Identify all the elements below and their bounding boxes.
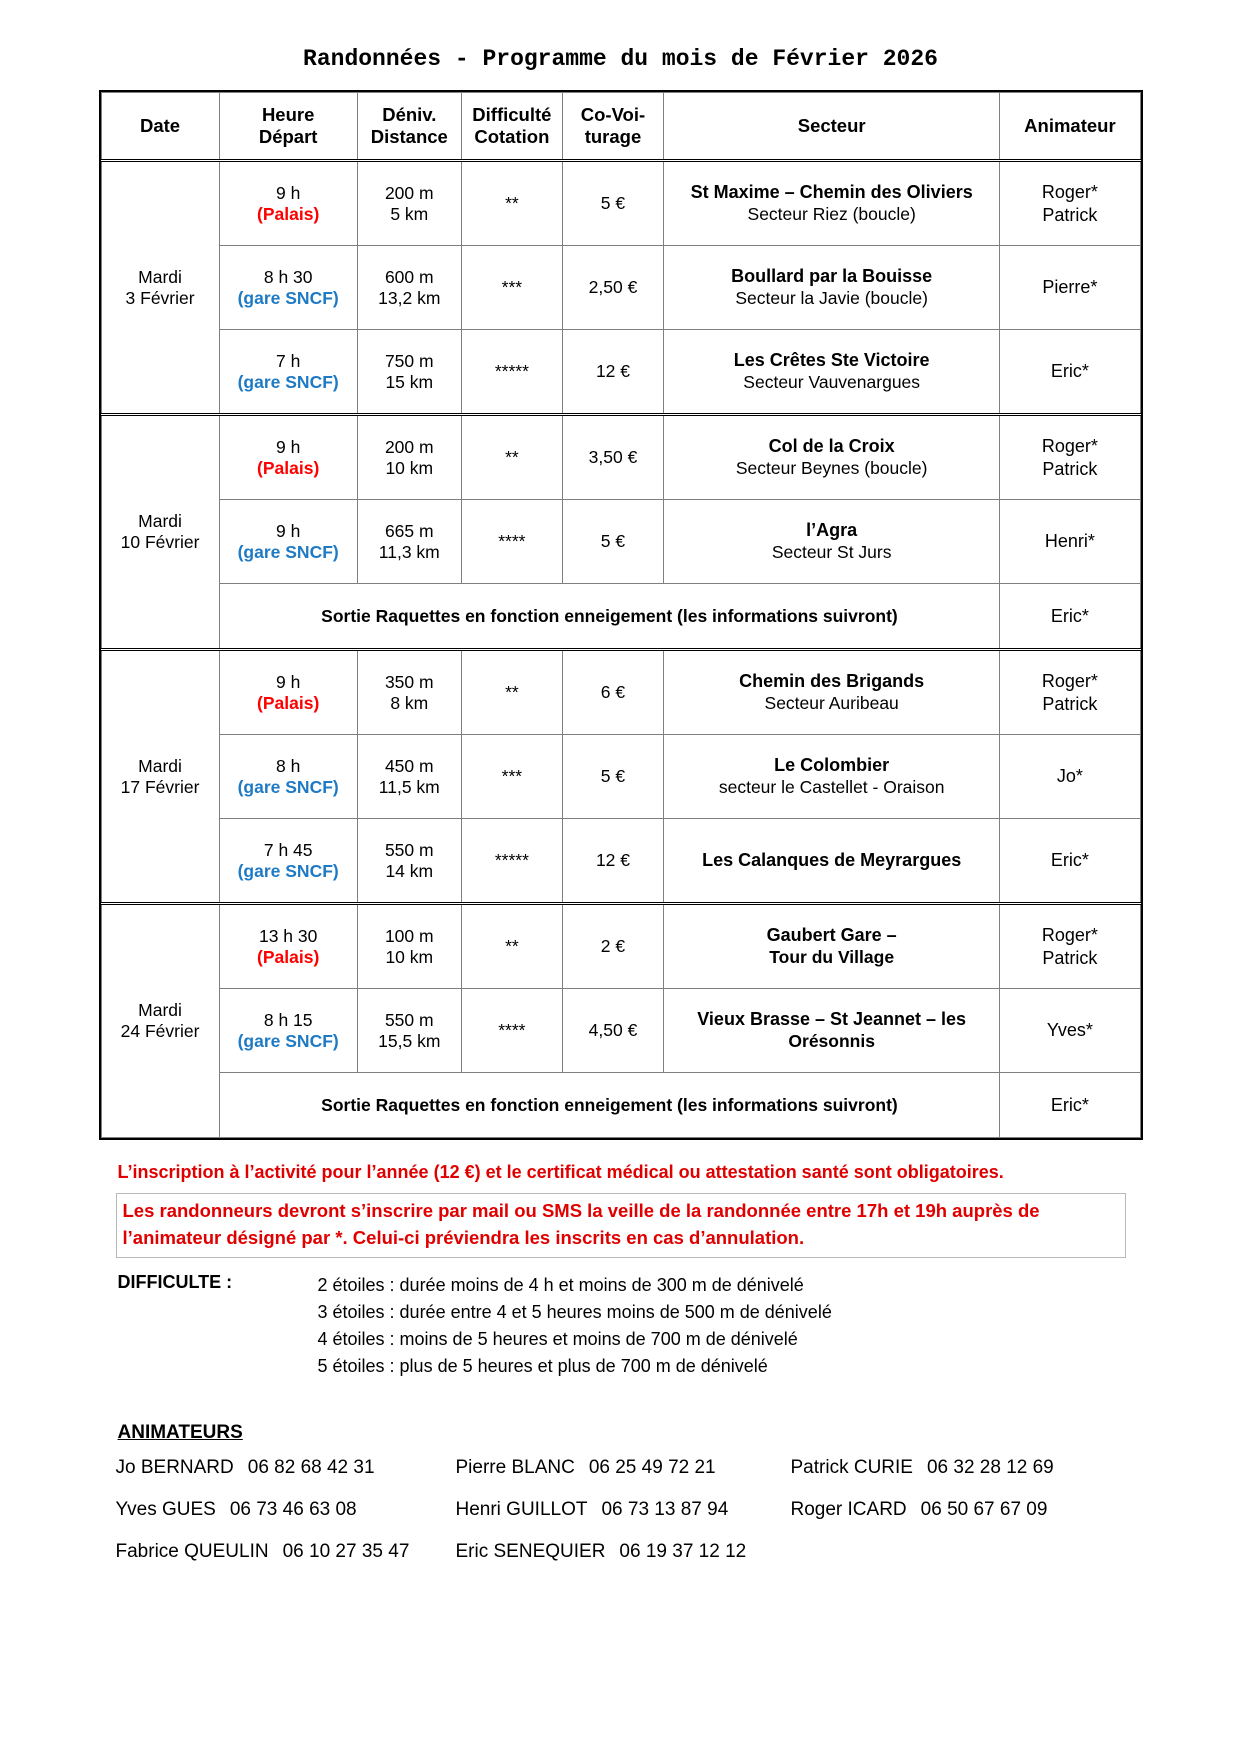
denivele-value: 665 m [384, 520, 434, 541]
cell-difficulte-cotation: ** [461, 650, 562, 735]
cell-difficulte-cotation: *** [461, 246, 562, 330]
departure-place-palais: (Palais) [257, 946, 320, 967]
cell-covoiturage: 12 € [562, 330, 663, 415]
cell-heure-depart [219, 500, 357, 584]
animateur-name: Eric* [1050, 605, 1089, 626]
animateur-phone: 06 73 13 87 94 [601, 1498, 729, 1520]
date-line1: Mardi [138, 1000, 182, 1020]
cell-covoiturage: 5 € [562, 161, 663, 246]
cell-animateur [1000, 819, 1140, 904]
secteur-title: Boullard par la Bouisse [731, 266, 933, 287]
animateur-phone: 06 25 49 72 21 [588, 1456, 716, 1478]
note-box-registration [116, 1193, 1126, 1258]
animateur-name: Roger* [1041, 436, 1098, 456]
distance-value: 15 km [385, 371, 434, 392]
animateurs-contact-list [116, 1458, 1126, 1561]
cell-animateur [1000, 989, 1140, 1073]
cell-difficulte-cotation: **** [461, 500, 562, 584]
animateur-full-name: Pierre BLANC [455, 1456, 575, 1478]
animateur-contact [791, 1458, 1126, 1477]
animateur-full-name: Fabrice QUEULIN [115, 1540, 269, 1562]
raquettes-notice: Sortie Raquettes en fonction enneigement (les informations suivront) [219, 1073, 1000, 1138]
cell-difficulte-cotation: **** [461, 989, 562, 1073]
distance-value: 11,5 km [378, 776, 440, 797]
difficulte-item: 2 étoiles : durée moins de 4 h et moins de 300 m de dénivelé [317, 1274, 804, 1295]
date-line1: Mardi [138, 266, 182, 287]
secteur-title: Chemin des Brigands [739, 671, 925, 692]
table-body [101, 161, 1140, 1138]
col-header-heure-line1: Heure [261, 103, 315, 125]
secteur-title: Le Colombier [774, 755, 890, 776]
secteur-title: l’Agra [806, 520, 858, 541]
animateur-phone: 06 73 46 63 08 [229, 1498, 357, 1520]
difficulte-legend [116, 1272, 1126, 1380]
col-header-deniv-line1: Déniv. [382, 103, 437, 125]
col-header-animateur: Animateur [1000, 93, 1140, 161]
cell-secteur [664, 819, 1000, 904]
animateur-name: Patrick [1042, 204, 1098, 225]
col-header-difficulte-cotation [461, 93, 562, 161]
cell-secteur [664, 650, 1000, 735]
distance-value: 8 km [390, 692, 429, 713]
cell-deniv-distance [357, 819, 461, 904]
denivele-value: 450 m [384, 755, 434, 776]
denivele-value: 100 m [384, 925, 434, 946]
col-header-diff-line2: Cotation [474, 126, 550, 147]
program-table [101, 92, 1141, 1138]
secteur-subtitle: Secteur Beynes (boucle) [735, 457, 928, 478]
cell-deniv-distance [357, 904, 461, 989]
cell-heure-depart [219, 989, 357, 1073]
secteur-subtitle: Secteur Auribeau [764, 692, 899, 713]
secteur-title: Vieux Brasse – St Jeannet – les [697, 1009, 967, 1030]
secteur-title: Gaubert Gare – [766, 925, 897, 946]
col-header-date: Date [101, 93, 219, 161]
cell-difficulte-cotation: ** [461, 904, 562, 989]
cell-deniv-distance [357, 246, 461, 330]
col-header-deniv-distance [357, 93, 461, 161]
difficulte-item: 3 étoiles : durée entre 4 et 5 heures moins de 500 m de dénivelé [317, 1301, 832, 1322]
difficulte-items [318, 1272, 1126, 1380]
animateur-name: Patrick [1042, 693, 1098, 714]
cell-deniv-distance [357, 161, 461, 246]
table-row [101, 989, 1140, 1073]
secteur-subtitle: Secteur Riez (boucle) [747, 203, 916, 224]
departure-place-palais: (Palais) [257, 203, 320, 224]
table-row [101, 500, 1140, 584]
animateur-contact [116, 1458, 456, 1477]
cell-animateur [1000, 735, 1140, 819]
distance-value: 14 km [385, 860, 434, 881]
cell-deniv-distance [357, 650, 461, 735]
departure-place-sncf: (gare SNCF) [237, 287, 339, 308]
distance-value: 11,3 km [378, 541, 440, 562]
notes-section [116, 1162, 1126, 1561]
table-row [101, 735, 1140, 819]
cell-heure-depart [219, 161, 357, 246]
note-inscription: L’inscription à l’activité pour l’année (12 €) et le certificat médical ou attestation santé sont obligatoires. [117, 1162, 1004, 1182]
date-line2: 24 Février [120, 1021, 200, 1041]
departure-time: 8 h 15 [263, 1009, 313, 1030]
departure-place-sncf: (gare SNCF) [237, 541, 339, 562]
animateur-name: Patrick [1042, 458, 1098, 479]
departure-time: 9 h [276, 436, 301, 457]
animateur-name: Pierre* [1042, 277, 1098, 298]
table-row [101, 330, 1140, 415]
header-row [101, 93, 1140, 161]
secteur-subtitle: Tour du Village [769, 946, 895, 967]
animateur-full-name: Jo BERNARD [115, 1456, 234, 1478]
cell-covoiturage: 5 € [562, 500, 663, 584]
animateur-name: Roger* [1041, 182, 1098, 202]
col-header-covoit-line1: Co-Voi- [580, 103, 646, 125]
animateur-full-name: Eric SENEQUIER [455, 1540, 606, 1562]
secteur-subtitle: secteur le Castellet - Oraison [718, 776, 945, 797]
cell-difficulte-cotation: ***** [461, 330, 562, 415]
secteur-subtitle: Secteur la Javie (boucle) [735, 287, 928, 308]
table-row [101, 161, 1140, 246]
cell-secteur [664, 161, 1000, 246]
animateur-contact-row [116, 1500, 1126, 1519]
departure-time: 13 h 30 [258, 925, 318, 946]
difficulte-item: 5 étoiles : plus de 5 heures et plus de 700 m de dénivelé [317, 1355, 768, 1376]
animateur-full-name: Henri GUILLOT [455, 1498, 588, 1520]
cell-animateur [1000, 650, 1140, 735]
animateur-full-name: Roger ICARD [790, 1498, 907, 1520]
col-header-heure-line2: Départ [258, 126, 318, 147]
secteur-title: Col de la Croix [768, 436, 895, 457]
animateur-contact [456, 1458, 791, 1477]
animateurs-heading: ANIMATEURS [117, 1421, 243, 1443]
departure-place-palais: (Palais) [257, 457, 320, 478]
col-header-covoiturage [562, 93, 663, 161]
cell-covoiturage: 4,50 € [562, 989, 663, 1073]
animateur-name: Eric* [1050, 850, 1089, 871]
cell-deniv-distance [357, 735, 461, 819]
cell-difficulte-cotation: *** [461, 735, 562, 819]
distance-value: 15,5 km [378, 1030, 441, 1051]
departure-time: 9 h [276, 520, 301, 541]
date-line2: 3 Février [125, 287, 195, 308]
cell-secteur [664, 735, 1000, 819]
departure-place-sncf: (gare SNCF) [237, 860, 339, 881]
animateur-contact [791, 1500, 1126, 1519]
program-table-wrapper [99, 90, 1143, 1140]
cell-difficulte-cotation: ** [461, 415, 562, 500]
cell-heure-depart [219, 650, 357, 735]
col-header-heure-depart [219, 93, 357, 161]
denivele-value: 350 m [384, 671, 434, 692]
animateur-full-name: Patrick CURIE [790, 1456, 913, 1478]
animateur-name: Yves* [1046, 1020, 1093, 1041]
difficulte-label: DIFFICULTE : [117, 1271, 233, 1292]
secteur-title: Les Calanques de Meyrargues [702, 850, 962, 871]
departure-place-palais: (Palais) [257, 692, 320, 713]
denivele-value: 550 m [384, 1009, 434, 1030]
secteur-subtitle: Orésonnis [788, 1030, 875, 1051]
page-title: Randonnées - Programme du mois de Février 2026 [303, 46, 938, 72]
distance-value: 5 km [390, 203, 429, 224]
cell-deniv-distance [357, 415, 461, 500]
distance-value: 10 km [385, 457, 434, 478]
departure-time: 8 h [276, 755, 301, 776]
cell-secteur [664, 904, 1000, 989]
denivele-value: 750 m [384, 350, 434, 371]
cell-heure-depart [219, 246, 357, 330]
cell-covoiturage: 6 € [562, 650, 663, 735]
cell-animateur [1000, 904, 1140, 989]
note-box-line1: Les randonneurs devront s’inscrire par mail ou SMS la veille de la randonnée entre 17h et 19h auprès de [122, 1200, 1040, 1221]
cell-date [101, 650, 219, 904]
departure-time: 7 h 45 [263, 839, 313, 860]
departure-time: 9 h [276, 671, 301, 692]
col-header-deniv-line2: Distance [370, 126, 448, 147]
animateur-name: Roger* [1041, 671, 1098, 691]
col-header-covoit-line2: turage [584, 126, 642, 147]
denivele-value: 200 m [384, 436, 434, 457]
table-row-raquettes [101, 1073, 1140, 1138]
date-line2: 17 Février [120, 776, 200, 797]
cell-difficulte-cotation: ** [461, 161, 562, 246]
cell-deniv-distance [357, 500, 461, 584]
cell-date [101, 415, 219, 650]
distance-value: 10 km [385, 946, 434, 967]
date-line1: Mardi [138, 511, 182, 531]
note-box-line2: l’animateur désigné par *. Celui-ci préviendra les inscrits en cas d’annulation. [122, 1226, 805, 1248]
table-row [101, 819, 1140, 904]
cell-animateur [1000, 500, 1140, 584]
secteur-subtitle: Secteur Vauvenargues [743, 371, 921, 392]
cell-deniv-distance [357, 989, 461, 1073]
departure-time: 8 h 30 [263, 266, 313, 287]
animateur-phone: 06 19 37 12 12 [619, 1540, 747, 1562]
cell-secteur [664, 500, 1000, 584]
cell-animateur [1000, 415, 1140, 500]
animateur-name: Eric* [1050, 361, 1089, 382]
departure-time: 9 h [276, 182, 301, 203]
cell-secteur [664, 246, 1000, 330]
animateur-name: Patrick [1042, 947, 1098, 968]
animateur-name: Eric* [1050, 1094, 1089, 1115]
cell-heure-depart [219, 904, 357, 989]
cell-heure-depart [219, 415, 357, 500]
cell-secteur [664, 330, 1000, 415]
animateur-contact [116, 1542, 456, 1561]
animateur-contact-row [116, 1542, 1126, 1561]
secteur-subtitle: Secteur St Jurs [771, 541, 892, 562]
animateur-contact [456, 1500, 791, 1519]
table-row-raquettes [101, 584, 1140, 650]
cell-deniv-distance [357, 330, 461, 415]
denivele-value: 550 m [384, 839, 434, 860]
cell-covoiturage: 5 € [562, 735, 663, 819]
table-row [101, 650, 1140, 735]
departure-place-sncf: (gare SNCF) [237, 1030, 339, 1051]
table-header [101, 93, 1140, 161]
cell-secteur [664, 415, 1000, 500]
animateur-phone: 06 50 67 67 09 [920, 1498, 1048, 1520]
denivele-value: 200 m [384, 182, 434, 203]
denivele-value: 600 m [384, 266, 434, 287]
table-row [101, 415, 1140, 500]
animateur-name: Roger* [1041, 925, 1098, 945]
table-row [101, 246, 1140, 330]
animateur-contact-row [116, 1458, 1126, 1477]
cell-animateur [1000, 330, 1140, 415]
distance-value: 13,2 km [378, 287, 441, 308]
cell-date [101, 904, 219, 1138]
col-header-diff-line1: Difficulté [472, 103, 552, 125]
cell-covoiturage: 12 € [562, 819, 663, 904]
raquettes-notice: Sortie Raquettes en fonction enneigement (les informations suivront) [219, 584, 1000, 650]
departure-place-sncf: (gare SNCF) [237, 776, 339, 797]
cell-animateur [1000, 246, 1140, 330]
animateur-phone: 06 82 68 42 31 [247, 1456, 375, 1478]
cell-secteur [664, 989, 1000, 1073]
secteur-title: Les Crêtes Ste Victoire [733, 350, 930, 371]
cell-date [101, 161, 219, 415]
animateur-name: Henri* [1044, 531, 1095, 552]
cell-heure-depart [219, 819, 357, 904]
cell-covoiturage: 3,50 € [562, 415, 663, 500]
cell-difficulte-cotation: ***** [461, 819, 562, 904]
cell-covoiturage: 2 € [562, 904, 663, 989]
animateur-contact [456, 1542, 791, 1561]
col-header-secteur: Secteur [664, 93, 1000, 161]
animateur-name: Jo* [1056, 766, 1083, 787]
animateur-full-name: Yves GUES [115, 1498, 216, 1520]
departure-time: 7 h [276, 350, 301, 371]
difficulte-item: 4 étoiles : moins de 5 heures et moins de 700 m de dénivelé [317, 1328, 798, 1349]
cell-heure-depart [219, 330, 357, 415]
cell-animateur [1000, 584, 1140, 650]
cell-animateur [1000, 161, 1140, 246]
date-line1: Mardi [138, 755, 182, 776]
secteur-title: St Maxime – Chemin des Oliviers [690, 182, 973, 203]
table-row [101, 904, 1140, 989]
cell-animateur [1000, 1073, 1140, 1138]
animateur-phone: 06 10 27 35 47 [282, 1540, 410, 1562]
animateur-phone: 06 32 28 12 69 [926, 1456, 1054, 1478]
cell-heure-depart [219, 735, 357, 819]
animateur-contact [116, 1500, 456, 1519]
date-line2: 10 Février [120, 532, 200, 552]
departure-place-sncf: (gare SNCF) [237, 371, 339, 392]
cell-covoiturage: 2,50 € [562, 246, 663, 330]
